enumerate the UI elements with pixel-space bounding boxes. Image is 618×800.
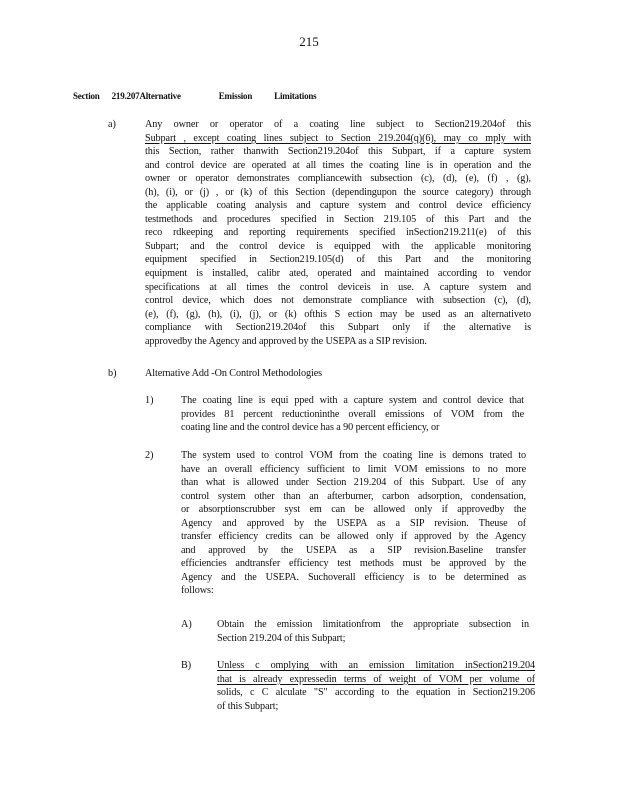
section-title-word-limitations: Limitations [274, 91, 317, 101]
item-a-paragraph [145, 118, 531, 348]
section-heading [73, 91, 316, 101]
item-1-marker: 1) [145, 395, 154, 406]
item-a-line: control device, which does not demonstrate compliance with subsection (c), (d), [145, 295, 531, 307]
item-1-line: coating line and the control device has a 90 percent efficiency, or [181, 422, 440, 434]
item-a-line: reco rdkeeping and reporting requirements specified inSection219.211(e) of this [145, 227, 531, 239]
item-2-line: Agency and the USEPA. Suchoverall efficiency is to be determined as [181, 571, 526, 583]
item-2-marker: 2) [145, 450, 154, 461]
item-a-line: Any owner or operator of a coating line subject to Section219.204of this [145, 119, 531, 130]
item-2-line: transfer efficiency credits can be allowed only if approved by the Agency [181, 531, 526, 543]
item-2-line: The system used to control VOM from the coating line is demons trated to [181, 450, 526, 461]
item-a-line: and control device are operated at all times the coating line is in operation and the [145, 159, 531, 171]
item-A-line: Section 219.204 of this Subpart; [217, 632, 346, 644]
item-a-line: (e), (f), (g), (h), (i), (j), or (k) ofthis S ection may be used as an alternativeto [145, 308, 531, 320]
item-a-line: owner or operator demonstrates compliancewith subsection (c), (d), (e), (f) , (g), [145, 173, 531, 185]
section-title-word-emission: Emission [218, 91, 253, 101]
item-a-line-underlined [145, 132, 531, 146]
item-A-line: Obtain the emission limitationfrom the appropriate subsection in [217, 619, 529, 630]
item-B-line-underlined [217, 659, 535, 673]
item-1-paragraph [181, 394, 524, 435]
inserted-text: Unless c omplying with an emission limitation inSection219.204 [217, 660, 535, 671]
item-2-line: than what is allowed under Section 219.204 of this Subpart. Use of any [181, 477, 526, 489]
item-B-line: solids, c C alculate "S" according to the equation in Section219.206 [217, 687, 535, 699]
item-a-marker: a) [108, 119, 116, 130]
item-a-line: Subpart; and the control device is equipped with the applicable monitoring [145, 240, 531, 252]
inserted-text: Subpart , except coating lines subject to Section 219.204(q)(6), may co mply with [145, 132, 531, 144]
item-a-line: equipment is installed, calibr ated, operated and maintained according to vendor [145, 268, 531, 280]
item-a-line: the applicable coating analysis and capture system and control device efficiency [145, 200, 531, 212]
item-2-line: follows: [181, 585, 214, 597]
item-2-line: or absorptionscrubber syst em can be allowed only if approvedby the [181, 504, 526, 516]
section-number-title: 219.207Alternative [111, 91, 181, 101]
item-2-line: Agency and approved by the USEPA as a SIP revision. Theuse of [181, 517, 526, 529]
item-1-line: The coating line is equi pped with a capture system and control device that [181, 395, 524, 406]
section-label: Section [73, 91, 100, 101]
item-B-line-underlined [217, 673, 535, 687]
item-2-line: and approved by the USEPA as a SIP revision.Baseline transfer [181, 544, 526, 556]
item-2-line: efficiencies andtransfer efficiency test methods must be approved by the [181, 558, 526, 570]
item-a-line: approvedby the Agency and approved by the USEPA as a SIP revision. [145, 335, 427, 347]
item-a-line: compliance with Section219.204of this Subpart only if the alternative is [145, 322, 531, 334]
item-2-line: have an overall efficiency sufficient to limit VOM emissions to no more [181, 463, 526, 475]
item-a-line: testmethods and procedures specified in Section 219.105 of this Part and the [145, 213, 531, 225]
item-b-marker: b) [108, 368, 117, 379]
item-A-paragraph [217, 618, 529, 645]
item-a-line: equipment specified in Section219.105(d) of this Part and the monitoring [145, 254, 531, 266]
item-A-marker: A) [181, 619, 192, 630]
item-B-marker: B) [181, 660, 192, 671]
item-a-line: specifications at all times the control deviceis in use. A capture system and [145, 281, 531, 293]
item-a-line: this Section, rather thanwith Section219.204of this Subpart, if a capture system [145, 146, 531, 158]
item-b-heading [145, 367, 375, 381]
item-1-line: provides 81 percent reductioninthe overall emissions of VOM from the [181, 408, 524, 420]
item-2-paragraph [181, 449, 526, 598]
page-number: 215 [299, 34, 319, 49]
item-a-line: (h), (i), or (j) , or (k) of this Section (dependingupon the source category) through [145, 186, 531, 198]
item-B-line: of this Subpart; [217, 700, 279, 712]
item-B-paragraph [217, 659, 535, 713]
item-b-text: Alternative Add -On Control Methodologies [145, 368, 322, 379]
item-2-line: control system other than an afterburner, carbon adsorption, condensation, [181, 490, 526, 502]
inserted-text: that is already expressedin terms of weight of VOM per volume of [217, 673, 535, 685]
